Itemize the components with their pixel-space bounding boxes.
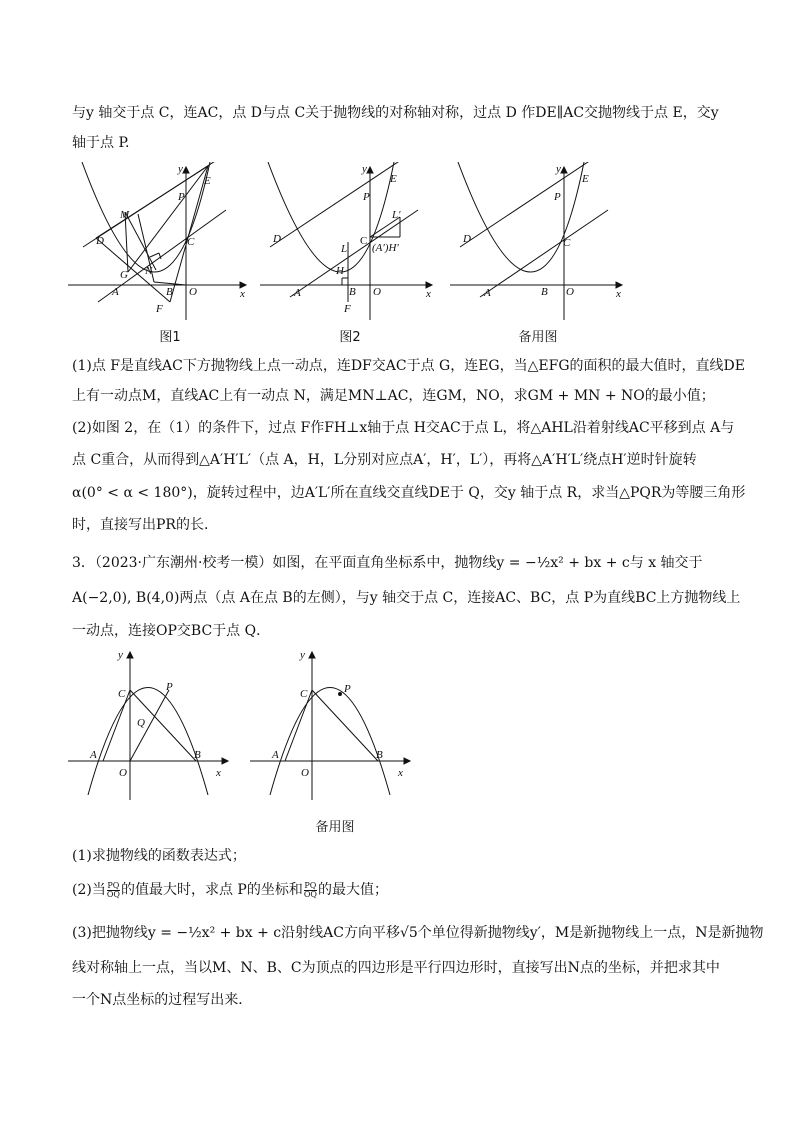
frac-denominator: OQ	[303, 889, 317, 899]
label-x: x	[240, 288, 245, 300]
label-N: N	[145, 265, 153, 277]
label-C: C	[563, 237, 571, 249]
label-B: B	[349, 286, 356, 298]
label-x: x	[216, 767, 221, 779]
frac-denominator: OQ	[106, 889, 120, 899]
label-P: P	[344, 683, 351, 695]
fraction-pq-oq	[107, 882, 120, 899]
text-line: 上有一动点M，直线AC上有一动点 N，满足MN⊥AC，连GM，NO，求GM + MN + NO的最小值；	[72, 388, 715, 404]
label-O: O	[189, 286, 197, 298]
label-P: P	[178, 191, 185, 203]
label-O: O	[119, 767, 127, 779]
text-line: 一动点，连接OP交BC于点 Q．	[72, 623, 271, 639]
label-F: F	[344, 303, 351, 315]
figure-2	[260, 162, 440, 322]
label-y: y	[118, 650, 123, 661]
text-line: 轴于点 P.	[72, 135, 130, 151]
text-line: (1)求抛物线的函数表达式；	[72, 848, 246, 864]
label-O: O	[566, 286, 574, 298]
label-y: y	[362, 163, 367, 175]
question-2	[72, 880, 732, 900]
text-line: (3)把抛物线y = −½x² + bx + c沿射线AC方向平移√5个单位得新抛物线y′，M是新抛物线上一点，N是新抛物	[72, 925, 764, 941]
label-O: O	[301, 767, 309, 779]
label-A: A	[294, 287, 301, 299]
text-line: 一个N点坐标的过程写出来．	[72, 992, 253, 1008]
label-P: P	[554, 191, 561, 203]
q2-part-b: 的值最大时，求点 P的坐标和	[120, 882, 303, 898]
label-E: E	[204, 175, 211, 187]
figure-caption: 图1	[159, 330, 181, 345]
label-A: A	[90, 749, 97, 761]
figure-caption: 备用图	[315, 820, 355, 835]
label-C: C	[300, 688, 308, 700]
label-x: x	[426, 288, 431, 300]
label-Q: Q	[137, 717, 145, 729]
label-B: B	[194, 749, 201, 761]
label-L-prime: L′	[392, 209, 401, 221]
label-A-H-prime: (A′)H′	[372, 242, 399, 254]
label-y: y	[178, 163, 183, 175]
label-B: B	[166, 286, 173, 298]
label-G: G	[120, 269, 128, 281]
text-line: A(−2,0), B(4,0)两点（点 A在点 B的左侧），与y 轴交于点 C，连接AC、BC，点 P为直线BC上方抛物线上	[72, 590, 741, 606]
label-B: B	[541, 286, 548, 298]
label-E: E	[390, 173, 397, 185]
label-x: x	[616, 288, 621, 300]
label-E: E	[582, 173, 589, 185]
text-line: 时，直接写出PR的长．	[72, 517, 218, 533]
label-C: C	[118, 688, 126, 700]
figure-3	[450, 162, 630, 322]
figure-caption: 图2	[339, 330, 361, 345]
label-D: D	[273, 233, 281, 245]
label-y: y	[300, 650, 305, 661]
text-line: α(0° < α < 180°)，旋转过程中，边A′L′所在直线交直线DE于 Q，交y 轴于点 R，求当△PQR为等腰三角形	[72, 485, 746, 501]
label-M: M	[120, 209, 130, 221]
label-F: F	[156, 303, 163, 315]
label-D: D	[463, 233, 471, 245]
label-x: x	[398, 767, 403, 779]
figure-4	[68, 650, 233, 810]
label-y: y	[556, 163, 561, 175]
text-line: 3．（2023·广东潮州·校考一模）如图，在平面直角坐标系中，抛物线y = −½x² + bx + c与 x 轴交于	[72, 555, 703, 571]
label-P: P	[363, 191, 370, 203]
label-L: L	[341, 243, 348, 255]
figure-caption: 备用图	[518, 330, 558, 345]
text-line: 与y 轴交于点 C，连AC，点 D与点 C关于抛物线的对称轴对称，过点 D 作DE∥AC交抛物线于点 E，交y	[72, 105, 719, 121]
figure-5	[250, 650, 415, 810]
text-line: (1)点 F是直线AC下方抛物线上点一动点，连DF交AC于点 G，连EG，当△EFG的面积的最大值时，直线DE	[72, 358, 745, 374]
label-P: P	[166, 681, 173, 693]
label-C: C	[187, 236, 195, 248]
label-O: O	[373, 286, 381, 298]
text-line: 线对称轴上一点，当以M、N、B、C为顶点的四边形是平行四边形时，直接写出N点的坐标，并把求其中	[72, 960, 720, 976]
label-D: D	[96, 235, 104, 247]
q2-part-a: (2)当	[72, 882, 106, 898]
label-C: C	[360, 235, 368, 247]
fraction-pq-oq	[304, 882, 317, 899]
text-line: 点 C重合，从而得到△A′H′L′（点 A，H，L分别对应点A′，H′，L′），再将△A′H′L′绕点H′逆时针旋转	[72, 452, 697, 468]
label-H: H	[336, 265, 344, 277]
frac-numerator: PQ	[107, 880, 120, 890]
label-A: A	[112, 286, 119, 298]
label-A: A	[272, 749, 279, 761]
text-line: (2)如图 2，在（1）的条件下，过点 F作FH⊥x轴于点 H交AC于点 L，将△AHL沿着射线AC平移到点 A与	[72, 420, 735, 436]
frac-numerator: PQ	[304, 880, 317, 890]
figure-1	[68, 162, 253, 322]
q2-part-c: 的最大值；	[317, 882, 388, 898]
label-A: A	[484, 287, 491, 299]
label-B: B	[376, 749, 383, 761]
